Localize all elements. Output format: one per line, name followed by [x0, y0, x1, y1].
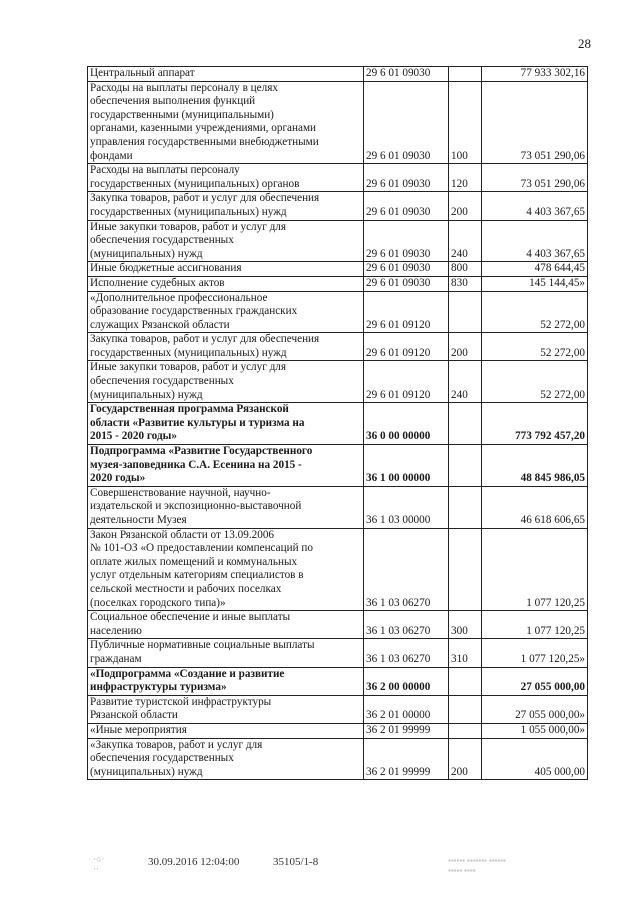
row-code: 29 6 01 09030: [364, 81, 449, 164]
row-code: 29 6 01 09120: [364, 361, 449, 403]
footer-date: 30.09.2016 12:04:00: [148, 856, 240, 868]
table-row: [88, 639, 588, 667]
row-sum: 4 403 367,65: [482, 192, 588, 220]
row-expense-type: [449, 291, 482, 333]
table-row: [88, 486, 588, 528]
row-name-line: (муниципальных) нужд: [90, 247, 203, 260]
row-name-line: государственными (муниципальными): [90, 108, 274, 121]
row-name-line: Социальное обеспечение и иные выплаты: [90, 611, 291, 624]
table-row: [88, 667, 588, 695]
row-code: 29 6 01 09030: [364, 67, 449, 82]
row-expense-type: 100: [449, 81, 482, 164]
table-row: [88, 528, 588, 611]
row-sum: 46 618 606,65: [482, 486, 588, 528]
row-sum: 73 051 290,06: [482, 81, 588, 164]
row-name-line: служащих Рязанской области: [90, 318, 230, 331]
row-expense-type: [449, 695, 482, 723]
row-name-line: деятельности Музея: [90, 514, 187, 526]
row-name: [88, 403, 364, 445]
row-name-line: Публичные нормативные социальные выплаты: [90, 639, 315, 652]
row-name-line: гражданам: [90, 652, 142, 665]
row-name-line: инфраструктуры туризма»: [90, 681, 227, 694]
row-sum: 1 077 120,25: [482, 528, 588, 611]
stamp-mark-right: ▪▪▪▪▪▪ ▪▪▪▪▪▪▪ ▪▪▪▪▪▪ ▪▪▪▪▪ ▪▪▪▪: [448, 856, 506, 875]
row-expense-type: 800: [449, 262, 482, 277]
row-name: [88, 291, 364, 333]
row-name: [88, 220, 364, 262]
row-sum: 27 055 000,00: [482, 667, 588, 695]
row-sum: 405 000,00: [482, 738, 588, 780]
row-name-line: государственных (муниципальных) органов: [90, 177, 300, 190]
row-name: [88, 528, 364, 611]
row-name-line: Иные закупки товаров, работ и услуг для: [90, 220, 287, 233]
row-code: 36 0 00 00000: [364, 403, 449, 445]
row-code: 36 1 03 00000: [364, 486, 449, 528]
table-row: [88, 164, 588, 192]
row-name: [88, 486, 364, 528]
row-name: [88, 445, 364, 487]
table-row: [88, 723, 588, 738]
row-name-line: Закон Рязанской области от 13.09.2006: [90, 528, 275, 541]
row-name-line: обеспечения государственных: [90, 752, 234, 765]
row-expense-type: [449, 445, 482, 487]
row-name: [88, 738, 364, 780]
row-sum: 145 144,45»: [482, 276, 588, 291]
row-name: [88, 667, 364, 695]
row-name-line: 2020 годы»: [90, 472, 146, 485]
table-row: [88, 361, 588, 403]
row-name-line: «Закупка товаров, работ и услуг для: [90, 738, 263, 751]
table-row: [88, 291, 588, 333]
row-sum: 52 272,00: [482, 333, 588, 361]
row-name: [88, 192, 364, 220]
row-expense-type: [449, 486, 482, 528]
row-expense-type: 120: [449, 164, 482, 192]
row-code: 29 6 01 09030: [364, 164, 449, 192]
row-sum: 48 845 986,05: [482, 445, 588, 487]
row-code: 36 1 03 06270: [364, 528, 449, 611]
row-expense-type: 830: [449, 276, 482, 291]
row-sum: 77 933 302,16: [482, 67, 588, 82]
row-name-line: обеспечения выполнения функций: [90, 95, 256, 108]
row-name-line: музея-заповедника С.А. Есенина на 2015 -: [90, 458, 302, 471]
table-row: [88, 695, 588, 723]
row-name-line: обеспечения государственных: [90, 375, 234, 388]
row-name-line: Иные закупки товаров, работ и услуг для: [90, 361, 287, 374]
table-row: [88, 403, 588, 445]
row-expense-type: 200: [449, 738, 482, 780]
row-name-line: органами, казенными учреждениями, органами: [90, 122, 317, 135]
row-expense-type: [449, 403, 482, 445]
table-row: [88, 67, 588, 82]
row-name: [88, 611, 364, 639]
row-expense-type: 300: [449, 611, 482, 639]
row-expense-type: 200: [449, 333, 482, 361]
row-sum: 52 272,00: [482, 291, 588, 333]
row-name-line: сельской местности и рабочих поселках: [90, 582, 282, 595]
row-name-line: услуг отдельным категориям специалистов в: [90, 569, 304, 582]
row-name-line: области «Развитие культуры и туризма на: [90, 416, 305, 429]
row-name-line: Закупка товаров, работ и услуг для обеспечения: [90, 333, 320, 346]
row-name-line: издательской и экспозиционно-выставочной: [90, 500, 302, 513]
row-sum: 27 055 000,00»: [482, 695, 588, 723]
row-sum: 52 272,00: [482, 361, 588, 403]
row-name-line: № 101-ОЗ «О предоставлении компенсаций по: [90, 542, 313, 555]
row-name-line: государственных (муниципальных) нужд: [90, 205, 287, 218]
table-row: [88, 81, 588, 164]
row-expense-type: [449, 667, 482, 695]
row-code: 29 6 01 09120: [364, 333, 449, 361]
row-name-line: образование государственных гражданских: [90, 305, 298, 318]
table-row: [88, 738, 588, 780]
row-code: 36 2 01 99999: [364, 723, 449, 738]
row-expense-type: 240: [449, 361, 482, 403]
row-expense-type: [449, 723, 482, 738]
row-code: 36 1 03 06270: [364, 611, 449, 639]
row-expense-type: 200: [449, 192, 482, 220]
row-name: [88, 723, 364, 738]
row-name: [88, 361, 364, 403]
row-name-line: Расходы на выплаты персоналу: [90, 164, 240, 177]
table-row: [88, 262, 588, 277]
row-code: 29 6 01 09030: [364, 220, 449, 262]
row-code: 36 2 01 99999: [364, 738, 449, 780]
row-expense-type: [449, 67, 482, 82]
row-name: [88, 67, 364, 82]
row-name-line: государственных (муниципальных) нужд: [90, 346, 287, 359]
row-sum: 4 403 367,65: [482, 220, 588, 262]
row-name-line: (поселках городского типа)»: [90, 596, 226, 609]
row-expense-type: 310: [449, 639, 482, 667]
footer-doc-number: 35105/1-8: [273, 856, 319, 868]
table-row: [88, 333, 588, 361]
row-name-line: Рязанской области: [90, 709, 178, 722]
row-name: [88, 276, 364, 291]
row-code: 29 6 01 09030: [364, 276, 449, 291]
row-name-line: Расходы на выплаты персоналу в целях: [90, 81, 278, 94]
table-row: [88, 276, 588, 291]
row-name-line: «Иные мероприятия: [90, 723, 187, 736]
row-code: 36 2 01 00000: [364, 695, 449, 723]
row-name-line: 2015 - 2020 годы»: [90, 430, 177, 443]
row-name-line: Государственная программа Рязанской: [90, 403, 289, 416]
row-code: 36 2 00 00000: [364, 667, 449, 695]
row-name-line: Исполнение судебных актов: [90, 276, 225, 289]
row-name-line: Развитие туристской инфраструктуры: [90, 695, 272, 708]
row-expense-type: [449, 528, 482, 611]
row-name: [88, 639, 364, 667]
row-code: 36 1 00 00000: [364, 445, 449, 487]
row-name-line: Иные бюджетные ассигнования: [90, 262, 242, 275]
row-name-line: Центральный аппарат: [90, 67, 195, 79]
row-code: 29 6 01 09120: [364, 291, 449, 333]
stamp-mark-left: ·○· ··: [93, 854, 105, 874]
row-name-line: фондами: [90, 149, 133, 162]
row-code: 29 6 01 09030: [364, 192, 449, 220]
row-name-line: (муниципальных) нужд: [90, 765, 203, 778]
row-expense-type: 240: [449, 220, 482, 262]
row-name-line: «Подпрограмма «Создание и развитие: [90, 667, 285, 680]
table-row: [88, 445, 588, 487]
row-name: [88, 333, 364, 361]
row-name-line: Совершенствование научной, научно-: [90, 486, 271, 499]
table-row: [88, 220, 588, 262]
row-name-line: управления государственными внебюджетными: [90, 135, 319, 148]
row-name: [88, 164, 364, 192]
row-sum: 478 644,45: [482, 262, 588, 277]
row-sum: 1 077 120,25»: [482, 639, 588, 667]
row-name-line: населению: [90, 624, 142, 637]
row-code: 36 1 03 06270: [364, 639, 449, 667]
budget-table: [87, 66, 588, 780]
page-number: 28: [578, 36, 591, 51]
row-name-line: «Дополнительное профессиональное: [90, 291, 268, 304]
row-name-line: Закупка товаров, работ и услуг для обеспечения: [90, 192, 320, 205]
row-name-line: оплате жилых помещений и коммунальных: [90, 555, 298, 568]
table-row: [88, 611, 588, 639]
row-sum: 773 792 457,20: [482, 403, 588, 445]
row-sum: 73 051 290,06: [482, 164, 588, 192]
row-name-line: Подпрограмма «Развитие Государственного: [90, 445, 313, 458]
row-name: [88, 81, 364, 164]
row-name: [88, 262, 364, 277]
row-sum: 1 055 000,00»: [482, 723, 588, 738]
row-sum: 1 077 120,25: [482, 611, 588, 639]
table-row: [88, 192, 588, 220]
row-code: 29 6 01 09030: [364, 262, 449, 277]
row-name: [88, 695, 364, 723]
row-name-line: (муниципальных) нужд: [90, 388, 203, 401]
row-name-line: обеспечения государственных: [90, 234, 234, 247]
